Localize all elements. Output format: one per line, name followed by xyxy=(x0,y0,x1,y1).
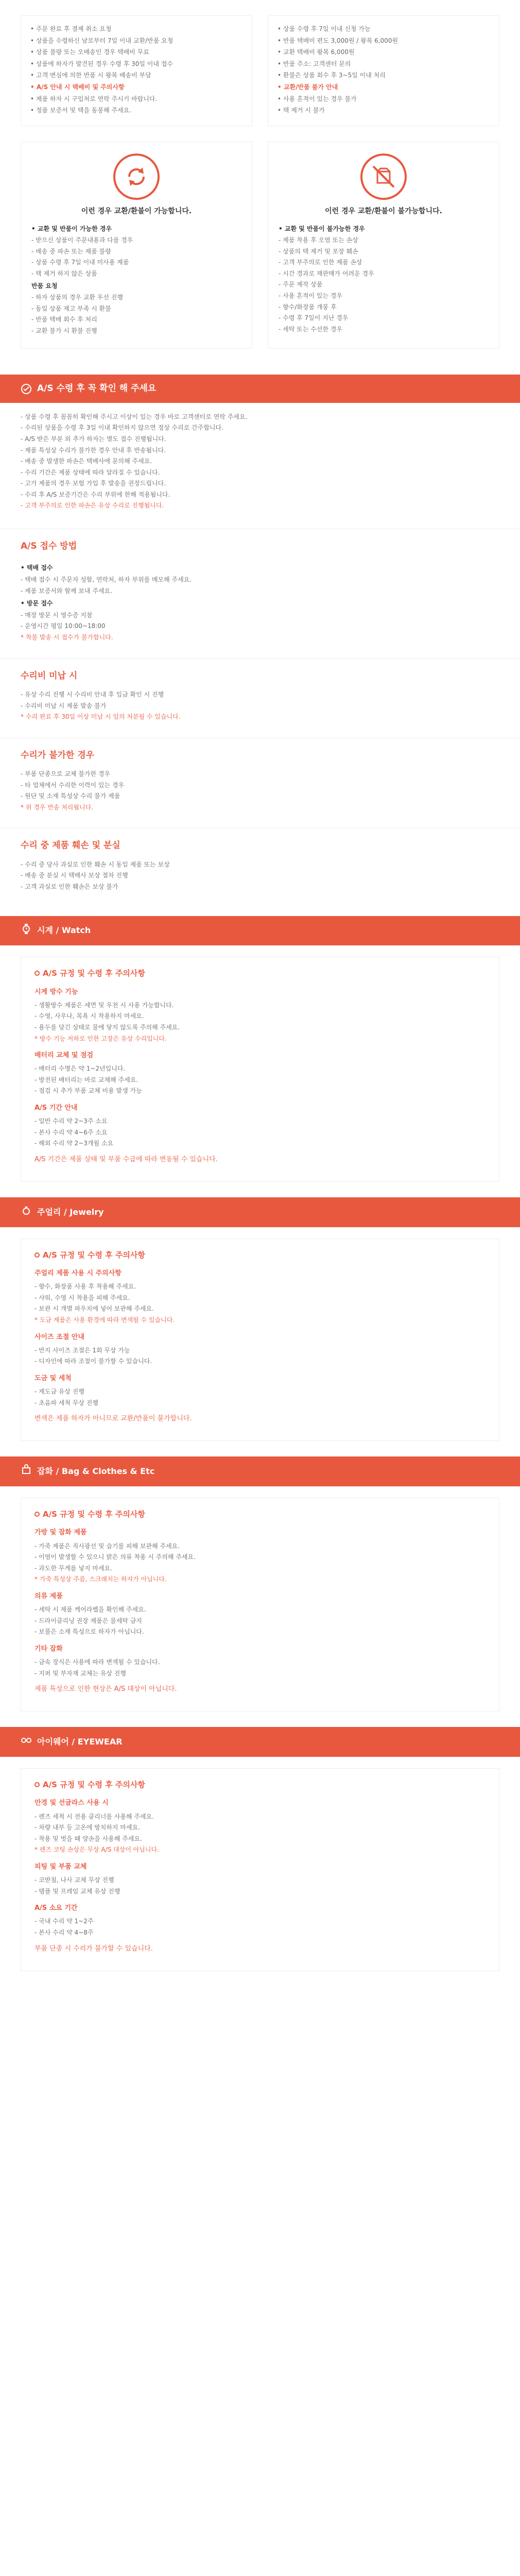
info-line: • 고객 변심에 의한 반품 시 왕복 배송비 부담 xyxy=(30,72,151,79)
category-line: - 과도한 무게를 넣지 마세요. xyxy=(34,1564,112,1572)
category-title: 잡화 / Bag & Clothes & Etc xyxy=(37,1466,155,1476)
category-title: 시계 / Watch xyxy=(37,925,91,936)
info-line: • 사용 흔적이 있는 경우 불가 xyxy=(278,95,357,103)
section-line: - 원단 및 소재 특성상 수리 불가 제품 xyxy=(21,792,120,800)
category-sub: 안경 및 선글라스 사용 시 xyxy=(34,1799,109,1807)
category-line: - 해외 수리 약 2~3개월 소요 xyxy=(34,1140,114,1147)
category-sub: 가방 및 잡화 제품 xyxy=(34,1529,87,1537)
category-line: - 초음파 세척 무상 진행 xyxy=(34,1399,98,1406)
list-item: - 동일 상품 재고 부족 시 환불 xyxy=(31,304,111,312)
notice-line: - A/S 받은 부분 외 추가 하자는 별도 접수 진행됩니다. xyxy=(21,435,166,443)
list-item: - 교환 불가 시 환불 진행 xyxy=(31,327,97,334)
info-line: • 정품 보증서 및 택을 동봉해 주세요. xyxy=(30,107,132,114)
category-sub: A/S 기간 안내 xyxy=(34,1104,78,1112)
exchange-no-box xyxy=(268,142,499,349)
category-line: - 보풀은 소재 특성으로 하자가 아닙니다. xyxy=(34,1628,144,1636)
list-item: - 택 제거 하지 않은 상품 xyxy=(31,269,97,277)
category-eyewear xyxy=(0,1727,520,1971)
info-line: • 반품 택배비 편도 3,000원 / 왕복 6,000원 xyxy=(278,37,398,44)
notice-line: - 상품 수령 후 꼼꼼히 확인해 주시고 이상이 있는 경우 바로 고객센터로 연락 주세요. xyxy=(21,413,248,420)
category-line: - 생활방수 제품은 세면 및 우천 시 사용 가능합니다. xyxy=(34,1001,174,1009)
info-line: • 상품 수령 후 7일 이내 신청 가능 xyxy=(278,25,371,32)
category-line: - 코받침, 나사 교체 무상 진행 xyxy=(34,1876,114,1884)
section-red-line: * 착불 발송 시 접수가 불가합니다. xyxy=(21,633,113,641)
category-line: - 세탁 시 제품 케어라벨을 확인해 주세요. xyxy=(34,1606,146,1614)
section-title: 수리 중 제품 훼손 및 분실 xyxy=(0,828,520,856)
section-content xyxy=(0,687,520,731)
exchange-no-title: 이런 경우 교환/환불이 불가능합니다. xyxy=(325,207,442,215)
section-line: - 부품 단종으로 교체 불가한 경우 xyxy=(21,770,111,778)
info-tag: • A/S 안내 시 택배비 및 주의사항 xyxy=(30,83,125,91)
notice-line: - 수리된 상품을 수령 후 3일 이내 확인하지 않으면 정상 수리로 간주합니다. xyxy=(21,424,223,432)
glasses-icon xyxy=(21,1734,32,1750)
list-item: • 교환 및 반품이 가능한 경우 xyxy=(31,225,112,233)
info-line: • 상품에 하자가 발견된 경우 수령 후 30일 이내 접수 xyxy=(30,60,173,67)
category-sub: 도금 및 세척 xyxy=(34,1374,72,1382)
category-line: - 디자인에 따라 조절이 불가할 수 있습니다. xyxy=(34,1358,152,1365)
category-body xyxy=(21,957,499,1182)
check-notice xyxy=(0,403,520,521)
top-info xyxy=(0,0,520,137)
bottom-spacer xyxy=(0,1982,520,2003)
notice-line: - 배송 중 발생한 파손은 택배사에 문의해 주세요. xyxy=(21,457,152,465)
category-line: - 렌즈 세척 시 전용 클리너를 사용해 주세요. xyxy=(34,1812,154,1820)
category-line: - 착용 및 벗을 때 양손을 사용해 주세요. xyxy=(34,1835,142,1842)
top-info-left xyxy=(21,15,252,126)
category-line: - 드라이클리닝 권장 제품은 물세탁 금지 xyxy=(34,1617,142,1624)
section-title: 수리비 미납 시 xyxy=(0,658,520,687)
category-watch xyxy=(0,916,520,1182)
exchange-ok-list xyxy=(31,224,241,335)
category-heading-text: A/S 규정 및 수령 후 주의사항 xyxy=(43,969,145,978)
category-line: - 금속 장식은 사용에 따라 변색될 수 있습니다. xyxy=(34,1658,160,1666)
section-line: - 제품 보증서와 함께 보내 주세요. xyxy=(21,587,112,595)
exchange-cycle-icon xyxy=(113,154,160,200)
exchange-ok-title: 이런 경우 교환/환불이 가능합니다. xyxy=(81,207,192,215)
check-title: A/S 수령 후 꼭 확인 해 주세요 xyxy=(37,383,157,394)
check-header-bar xyxy=(0,375,520,402)
category-highlight: * 렌즈 코팅 손상은 무상 A/S 대상이 아닙니다. xyxy=(34,1846,159,1854)
info-line: • 교환 택배비 왕복 6,000원 xyxy=(278,48,355,56)
list-item: - 하자 상품의 경우 교환 우선 진행 xyxy=(31,294,123,301)
section-red-line: * 수리 완료 후 30일 이상 미납 시 임의 처분될 수 있습니다. xyxy=(21,713,181,721)
category-body xyxy=(21,1498,499,1711)
category-heading xyxy=(34,1509,486,1520)
category-line: - 샤워, 수영 시 착용을 피해 주세요. xyxy=(34,1294,130,1301)
section-line: - 유상 수리 진행 시 수리비 안내 후 입금 확인 시 진행 xyxy=(21,690,164,698)
section-title: 수리가 불가한 경우 xyxy=(0,738,520,766)
category-line: - 용두를 당긴 상태로 물에 닿지 않도록 주의해 주세요. xyxy=(34,1023,180,1031)
category-bar xyxy=(0,1456,520,1486)
category-sub: 시계 방수 기능 xyxy=(34,988,78,996)
category-line: - 지퍼 및 부자재 교체는 유상 진행 xyxy=(34,1669,126,1677)
category-line: - 방전된 배터리는 바로 교체해 주세요. xyxy=(34,1076,138,1083)
list-item: - 제품 착용 후 오염 또는 손상 xyxy=(279,236,358,244)
list-item: - 주문 제작 상품 xyxy=(279,281,323,289)
category-line: - 점검 시 추가 부품 교체 비용 발생 가능 xyxy=(34,1087,142,1095)
list-item: 반품 요청 xyxy=(31,282,58,290)
check-icon xyxy=(21,383,32,395)
info-line: • 주문 완료 후 결제 취소 요청 xyxy=(30,25,112,32)
category-line: - 반지 사이즈 조절은 1회 무상 가능 xyxy=(34,1346,130,1354)
list-item: - 수령 후 7일이 지난 경우 xyxy=(279,314,349,322)
category-line: - 국내 수리 약 1~2주 xyxy=(34,1918,94,1925)
category-line: - 본사 수리 약 4~8주 xyxy=(34,1929,94,1937)
section-line: - 매장 방문 시 영수증 지참 xyxy=(21,611,93,619)
exchange-no-list xyxy=(279,224,489,334)
section-line: • 방문 접수 xyxy=(21,600,53,607)
category-note: 부품 단종 시 수리가 불가할 수 있습니다. xyxy=(34,1944,153,1953)
category-note: A/S 기간은 제품 상태 및 부품 수급에 따라 변동될 수 있습니다. xyxy=(34,1155,218,1163)
list-item: - 상품의 택 제거 및 포장 훼손 xyxy=(279,247,358,255)
section-line: - 고객 과실로 인한 훼손은 보상 불가 xyxy=(21,883,118,890)
prohibited-icon xyxy=(360,154,407,200)
info-line: • 제품 하자 시 구입처로 연락 주시기 바랍니다. xyxy=(30,95,158,103)
category-bar xyxy=(0,916,520,946)
category-line: - 템플 및 프레임 교체 유상 진행 xyxy=(34,1887,120,1895)
category-jewelry xyxy=(0,1197,520,1441)
category-line: - 이염이 발생할 수 있으니 밝은 의류 착용 시 주의해 주세요. xyxy=(34,1553,196,1561)
category-line: - 배터리 수명은 약 1~2년입니다. xyxy=(34,1065,126,1073)
notice-line: - 고가 제품의 경우 보험 가입 후 발송을 권장드립니다. xyxy=(21,480,166,487)
list-item: - 향수/화장품 개봉 후 xyxy=(279,303,337,311)
list-item: - 상품 수령 후 7일 이내 미사용 제품 xyxy=(31,259,129,266)
category-body xyxy=(21,1768,499,1971)
info-tag: • 교환/반품 불가 안내 xyxy=(278,83,338,91)
category-line: - 가죽 제품은 직사광선 및 습기를 피해 보관해 주세요. xyxy=(34,1542,180,1550)
bullet-icon xyxy=(34,971,40,976)
section-line: - 운영시간 평일 10:00~18:00 xyxy=(21,622,106,630)
list-item: - 사용 흔적이 있는 경우 xyxy=(279,292,342,299)
section-content xyxy=(0,557,520,651)
category-heading xyxy=(34,1249,486,1261)
notice-line: - 수리 기간은 제품 상태에 따라 달라질 수 있습니다. xyxy=(21,468,160,476)
category-highlight: * 가죽 특성상 주름, 스크래치는 하자가 아닙니다. xyxy=(34,1575,167,1583)
category-heading-text: A/S 규정 및 수령 후 주의사항 xyxy=(43,1510,145,1519)
info-line: • 상품을 수령하신 날로부터 7일 이내 교환/반품 요청 xyxy=(30,37,174,44)
section-line: - 타 업체에서 수리한 이력이 있는 경우 xyxy=(21,781,125,789)
list-item: - 배송 중 파손 또는 제품 불량 xyxy=(31,247,111,255)
category-sub: 사이즈 조절 안내 xyxy=(34,1333,84,1341)
category-bar xyxy=(0,1727,520,1757)
category-title: 주얼리 / Jewelry xyxy=(37,1207,104,1217)
top-info-right xyxy=(268,15,499,126)
section-line: - 수리 중 당사 과실로 인한 훼손 시 동일 제품 또는 보상 xyxy=(21,860,170,868)
list-item: - 고객 부주의로 인한 제품 손상 xyxy=(279,259,362,266)
category-highlight: * 방수 기능 저하로 인한 고장은 유상 수리입니다. xyxy=(34,1035,167,1042)
info-line: • 반품 주소: 고객센터 문의 xyxy=(278,60,351,67)
bullet-icon xyxy=(34,1782,40,1787)
ring-icon xyxy=(21,1205,32,1220)
list-item: • 교환 및 반품이 불가능한 경우 xyxy=(279,225,365,233)
category-sub: 주얼리 제품 사용 시 주의사항 xyxy=(34,1269,122,1278)
section-line: - 수리비 미납 시 제품 발송 불가 xyxy=(21,702,107,709)
list-item: - 세탁 또는 수선한 경우 xyxy=(279,325,342,333)
section-label: • 택배 접수 xyxy=(21,564,53,572)
info-line: • 환불은 상품 회수 후 3~5일 이내 처리 xyxy=(278,72,386,79)
category-note: 변색은 제품 하자가 아니므로 교환/반품이 불가합니다. xyxy=(34,1415,192,1423)
category-sub: 기타 잡화 xyxy=(34,1645,63,1653)
section-title: A/S 접수 방법 xyxy=(0,529,520,557)
category-sub: A/S 소요 기간 xyxy=(34,1904,78,1912)
section-line: - 배송 중 분실 시 택배사 보상 절차 진행 xyxy=(21,872,128,879)
category-line: - 재도금 유상 진행 xyxy=(34,1388,84,1396)
category-note: 제품 특성으로 인한 현상은 A/S 대상이 아닙니다. xyxy=(34,1685,177,1693)
category-sub: 의류 제품 xyxy=(34,1592,63,1600)
category-line: - 본사 수리 약 4~6주 소요 xyxy=(34,1128,108,1136)
notice-line: - 제품 특성상 수리가 불가한 경우 안내 후 반송됩니다. xyxy=(21,446,166,454)
category-heading xyxy=(34,968,486,979)
section-content xyxy=(0,766,520,821)
category-line: - 보관 시 개별 파우치에 넣어 보관해 주세요. xyxy=(34,1305,154,1313)
category-line: - 차량 내부 등 고온에 방치하지 마세요. xyxy=(34,1824,140,1832)
list-item: - 받으신 상품이 주문내용과 다를 경우 xyxy=(31,236,133,244)
section-content xyxy=(0,857,520,901)
category-sub: 배터리 교체 및 점검 xyxy=(34,1052,94,1060)
info-line: • 택 제거 시 불가 xyxy=(278,107,325,114)
category-heading-text: A/S 규정 및 수령 후 주의사항 xyxy=(43,1250,145,1260)
section-line: - 택배 접수 시 주문자 성함, 연락처, 하자 부위를 메모해 주세요. xyxy=(21,576,192,583)
category-line: - 향수, 화장품 사용 후 착용해 주세요. xyxy=(34,1283,136,1291)
exchange-section xyxy=(0,137,520,365)
category-body xyxy=(21,1239,499,1442)
category-bag xyxy=(0,1456,520,1711)
list-item: - 시간 경과로 재판매가 어려운 경우 xyxy=(279,269,374,277)
bag-icon xyxy=(21,1464,32,1479)
category-title: 아이웨어 / EYEWEAR xyxy=(37,1736,123,1747)
info-line: • 상품 불량 또는 오배송인 경우 택배비 무료 xyxy=(30,48,149,56)
watch-icon xyxy=(21,923,32,939)
category-sub: 피팅 및 부품 교체 xyxy=(34,1862,87,1871)
category-heading-text: A/S 규정 및 수령 후 주의사항 xyxy=(43,1780,145,1790)
notice-red-line: - 고객 부주의로 인한 파손은 유상 수리로 진행됩니다. xyxy=(21,502,164,510)
category-highlight: * 도금 제품은 사용 환경에 따라 변색될 수 있습니다. xyxy=(34,1316,175,1324)
category-heading xyxy=(34,1779,486,1791)
category-bar xyxy=(0,1197,520,1227)
category-line: - 일반 수리 약 2~3주 소요 xyxy=(34,1117,108,1125)
exchange-ok-box xyxy=(21,142,252,349)
list-item: - 반품 택배 회수 후 처리 xyxy=(31,316,97,324)
section-red-line: * 위 경우 반송 처리됩니다. xyxy=(21,803,93,811)
bullet-icon xyxy=(34,1512,40,1517)
category-line: - 수영, 사우나, 목욕 시 착용하지 마세요. xyxy=(34,1012,144,1020)
bullet-icon xyxy=(34,1252,40,1258)
notice-line: - 수리 후 A/S 보증기간은 수리 부위에 한해 적용됩니다. xyxy=(21,490,170,498)
